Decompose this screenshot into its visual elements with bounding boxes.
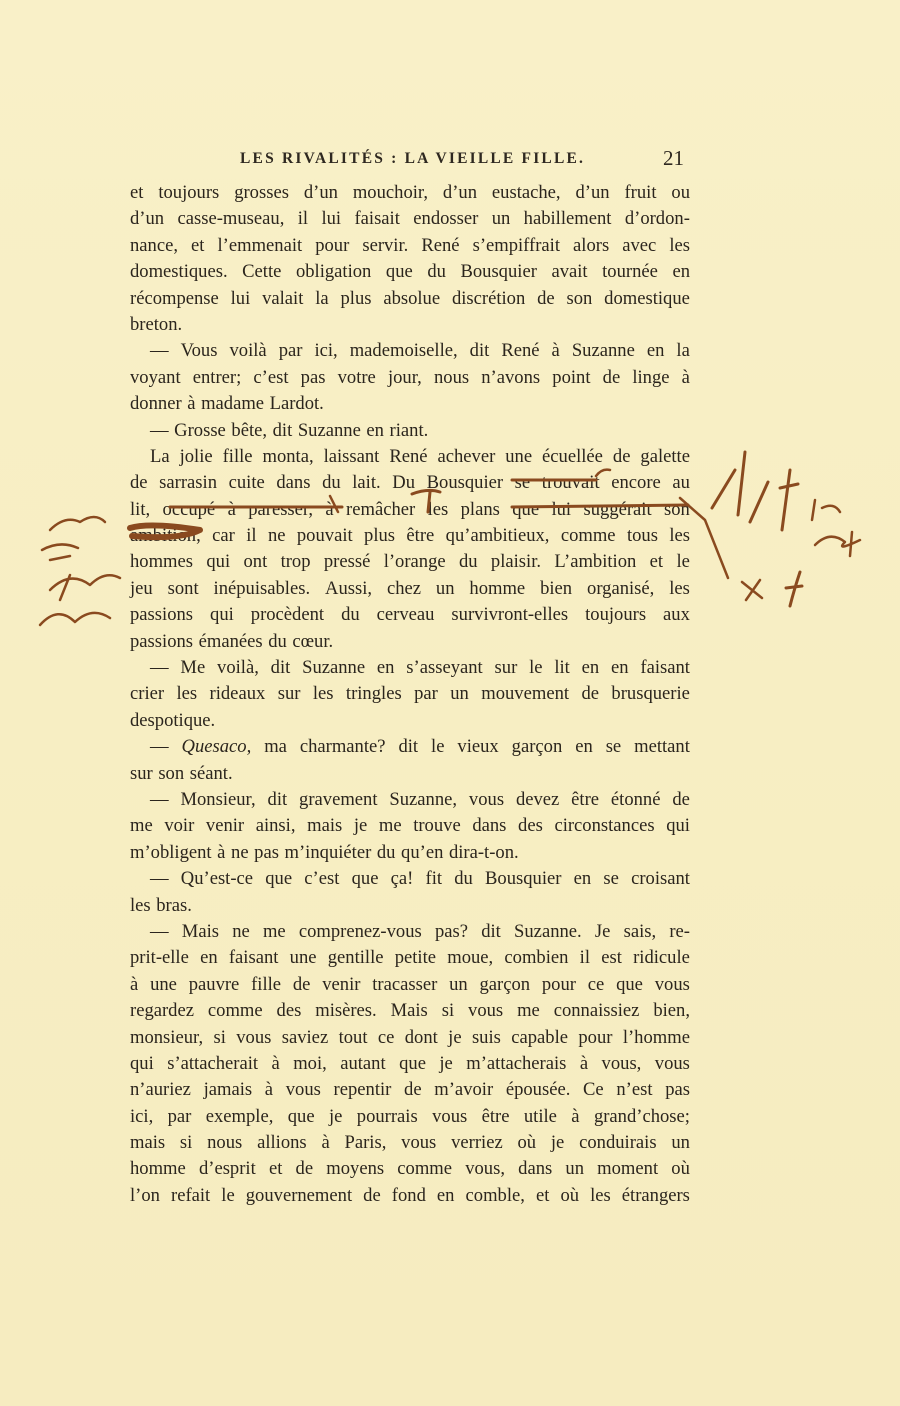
left-margin-stroke bbox=[42, 544, 78, 560]
text-line: breton. bbox=[130, 313, 183, 335]
text-line: l’on refait le gouvernement de fond en comble, et où les étrangers bbox=[130, 1184, 690, 1206]
margin-mark-ait bbox=[815, 532, 860, 556]
margin-mark-f bbox=[786, 572, 802, 606]
left-margin-gr bbox=[50, 517, 105, 530]
text-line: sur son séant. bbox=[130, 762, 233, 784]
text-line: passions émanées du cœur. bbox=[130, 630, 334, 652]
body-text bbox=[130, 180, 690, 1209]
text-line: — Qu’est-ce que c’est que ça! fit du Bousquier en se croisant bbox=[150, 868, 690, 890]
text-line: n’auriez jamais à vous repentir de m’avoir épousée. Ce n’est pas bbox=[130, 1079, 690, 1101]
text-line: regardez comme des misères. Mais si vous me connaissiez bien, bbox=[130, 1000, 690, 1022]
text-line: récompense lui valait la plus absolue discrétion de son domestique bbox=[130, 287, 690, 309]
text-line: voyant entrer; c’est pas votre jour, nous n’avons point de linge à bbox=[130, 366, 690, 388]
text-line: les bras. bbox=[130, 894, 192, 916]
text-line: La jolie fille monta, laissant René achever une écuellée de galette bbox=[150, 445, 690, 467]
text-line: lit, occupé à paresser, à remâcher les plans que lui suggérait son bbox=[130, 498, 690, 520]
text-line: — Quesaco, ma charmante? dit le vieux garçon en se mettant bbox=[150, 736, 690, 758]
text-line: prit-elle en faisant une gentille petite moue, combien il est ridicule bbox=[130, 947, 690, 969]
text-line: jeu sont inépuisables. Aussi, chez un homme bien organisé, les bbox=[130, 577, 690, 599]
text-line: passions qui procèdent du cerveau survivront-elles toujours aux bbox=[130, 604, 690, 626]
text-line: m’obligent à ne pas m’inquiéter du qu’en dira-t-on. bbox=[130, 841, 519, 863]
text-line: donner à madame Lardot. bbox=[130, 393, 324, 415]
text-line: hommes qui ont trop pressé l’orange du plaisir. L’ambition et le bbox=[130, 551, 690, 573]
text-line: crier les rideaux sur les tringles par un mouvement de brusquerie bbox=[130, 683, 690, 705]
margin-mark-1 bbox=[712, 452, 745, 515]
text-line: — Monsieur, dit gravement Suzanne, vous devez être étonné de bbox=[150, 788, 690, 810]
text-line: de sarrasin cuite dans du lait. Du Bousquier se trouvait encore au bbox=[130, 472, 690, 494]
text-line: qui s’attacherait à moi, autant que je m’attacherais à vous, vous bbox=[130, 1052, 690, 1074]
text-line: nance, et l’emmenait pour servir. René s’empiffrait alors avec les bbox=[130, 234, 690, 256]
left-margin-word-2 bbox=[40, 613, 110, 625]
text-line: — Mais ne me comprenez-vous pas? dit Suzanne. Je sais, re- bbox=[150, 920, 690, 942]
text-line: mais si nous allions à Paris, vous verriez où je conduirais un bbox=[130, 1132, 690, 1154]
left-margin-word bbox=[50, 575, 120, 600]
text-line: ici, par exemple, que je pourrais vous être utile à grand’chose; bbox=[130, 1105, 690, 1127]
margin-mark-ff bbox=[812, 500, 840, 520]
text-line: me voir venir ainsi, mais je me trouve dans des circonstances qui bbox=[130, 815, 690, 837]
text-line: monsieur, si vous saviez tout ce dont je suis capable pour l’homme bbox=[130, 1026, 690, 1048]
running-head: LES RIVALITÉS : LA VIEILLE FILLE. bbox=[240, 150, 586, 167]
page-number: 21 bbox=[663, 146, 684, 170]
text-line: domestiques. Cette obligation que du Bousquier avait tournée en bbox=[130, 261, 690, 283]
margin-mark-2 bbox=[750, 470, 798, 530]
text-line: despotique. bbox=[130, 709, 216, 731]
page-header bbox=[130, 146, 688, 176]
text-line: homme d’esprit et de moyens comme vous, dans un moment où bbox=[130, 1158, 690, 1180]
text-line: — Vous voilà par ici, mademoiselle, dit René à Suzanne en la bbox=[150, 340, 690, 362]
margin-mark-x bbox=[742, 580, 762, 600]
text-line: — Grosse bête, dit Suzanne en riant. bbox=[150, 419, 429, 441]
text-line: — Me voilà, dit Suzanne en s’asseyant sur le lit en en faisant bbox=[150, 657, 690, 679]
text-line: à une pauvre fille de venir tracasser un garçon pour ce que vous bbox=[130, 973, 690, 995]
text-line: ambition, car il ne pouvait plus être qu’ambitieux, comme tous les bbox=[130, 525, 690, 547]
text-line: et toujours grosses d’un mouchoir, d’un eustache, d’un fruit ou bbox=[130, 182, 690, 203]
text-line: d’un casse-museau, il lui faisait endosser un habillement d’ordon- bbox=[130, 208, 690, 230]
